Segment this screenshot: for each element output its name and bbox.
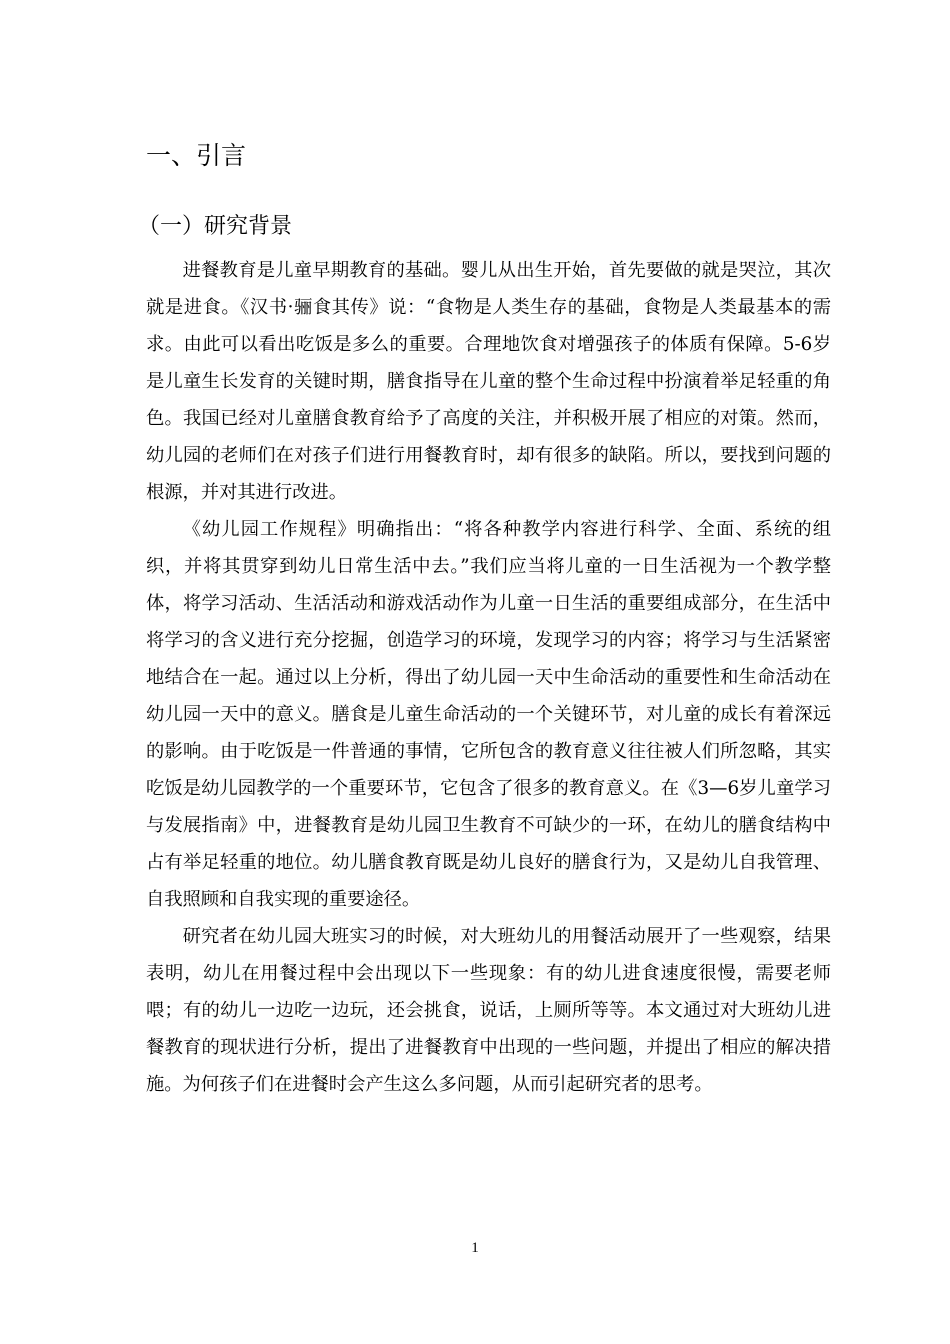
section-heading: 一、引言: [146, 141, 247, 170]
body-paragraph: 研究者在幼儿园大班实习的时候，对大班幼儿的用餐活动展开了一些观察，结果表明，幼儿在用餐过程中会出现以下一些现象：有的幼儿进食速度很慢，需要老师喂；有的幼儿一边吃一边玩，还会挑食，说话，上厕所等等。本文通过对大班幼儿进餐教育的现状进行分析，提出了进餐教育中出现的一些问题，并提出了相应的解决措施。为何孩子们在进餐时会产生这么多问题，从而引起研究者的思考。: [146, 926, 831, 1095]
page-number: 1: [471, 1240, 479, 1256]
body-paragraph: 进餐教育是儿童早期教育的基础。婴儿从出生开始，首先要做的就是哭泣，其次就是进食。《汉书·骊食其传》说：“食物是人类生存的基础，食物是人类最基本的需求。由此可以看出吃饭是多么的重要。合理地饮食对增强孩子的体质有保障。5-6岁是儿童生长发育的关键时期，膳食指导在儿童的整个生命过程中扮演着举足轻重的角色。我国已经对儿童膳食教育给予了高度的关注，并积极开展了相应的对策。然而，幼儿园的老师们在对孩子们进行用餐教育时，却有很多的缺陷。所以，要找到问题的根源，并对其进行改进。: [146, 260, 831, 503]
subsection-heading: （一）研究背景: [138, 214, 293, 239]
page-content: [138, 138, 831, 1103]
body-paragraph: 《幼儿园工作规程》明确指出：“将各种教学内容进行科学、全面、系统的组织，并将其贯穿到幼儿日常生活中去。”我们应当将儿童的一日生活视为一个教学整体，将学习活动、生活活动和游戏活动作为儿童一日生活的重要组成部分，在生活中将学习的含义进行充分挖掘，创造学习的环境，发现学习的内容；将学习与生活紧密地结合在一起。通过以上分析，得出了幼儿园一天中生命活动的重要性和生命活动在幼儿园一天中的意义。膳食是儿童生命活动的一个关键环节，对儿童的成长有着深远的影响。由于吃饭是一件普通的事情，它所包含的教育意义往往被人们所忽略，其实吃饭是幼儿园教学的一个重要环节，它包含了很多的教育意义。在《3—6岁儿童学习与发展指南》中，进餐教育是幼儿园卫生教育不可缺少的一环，在幼儿的膳食结构中占有举足轻重的地位。幼儿膳食教育既是幼儿良好的膳食行为，又是幼儿自我管理、自我照顾和自我实现的重要途径。: [146, 519, 831, 910]
